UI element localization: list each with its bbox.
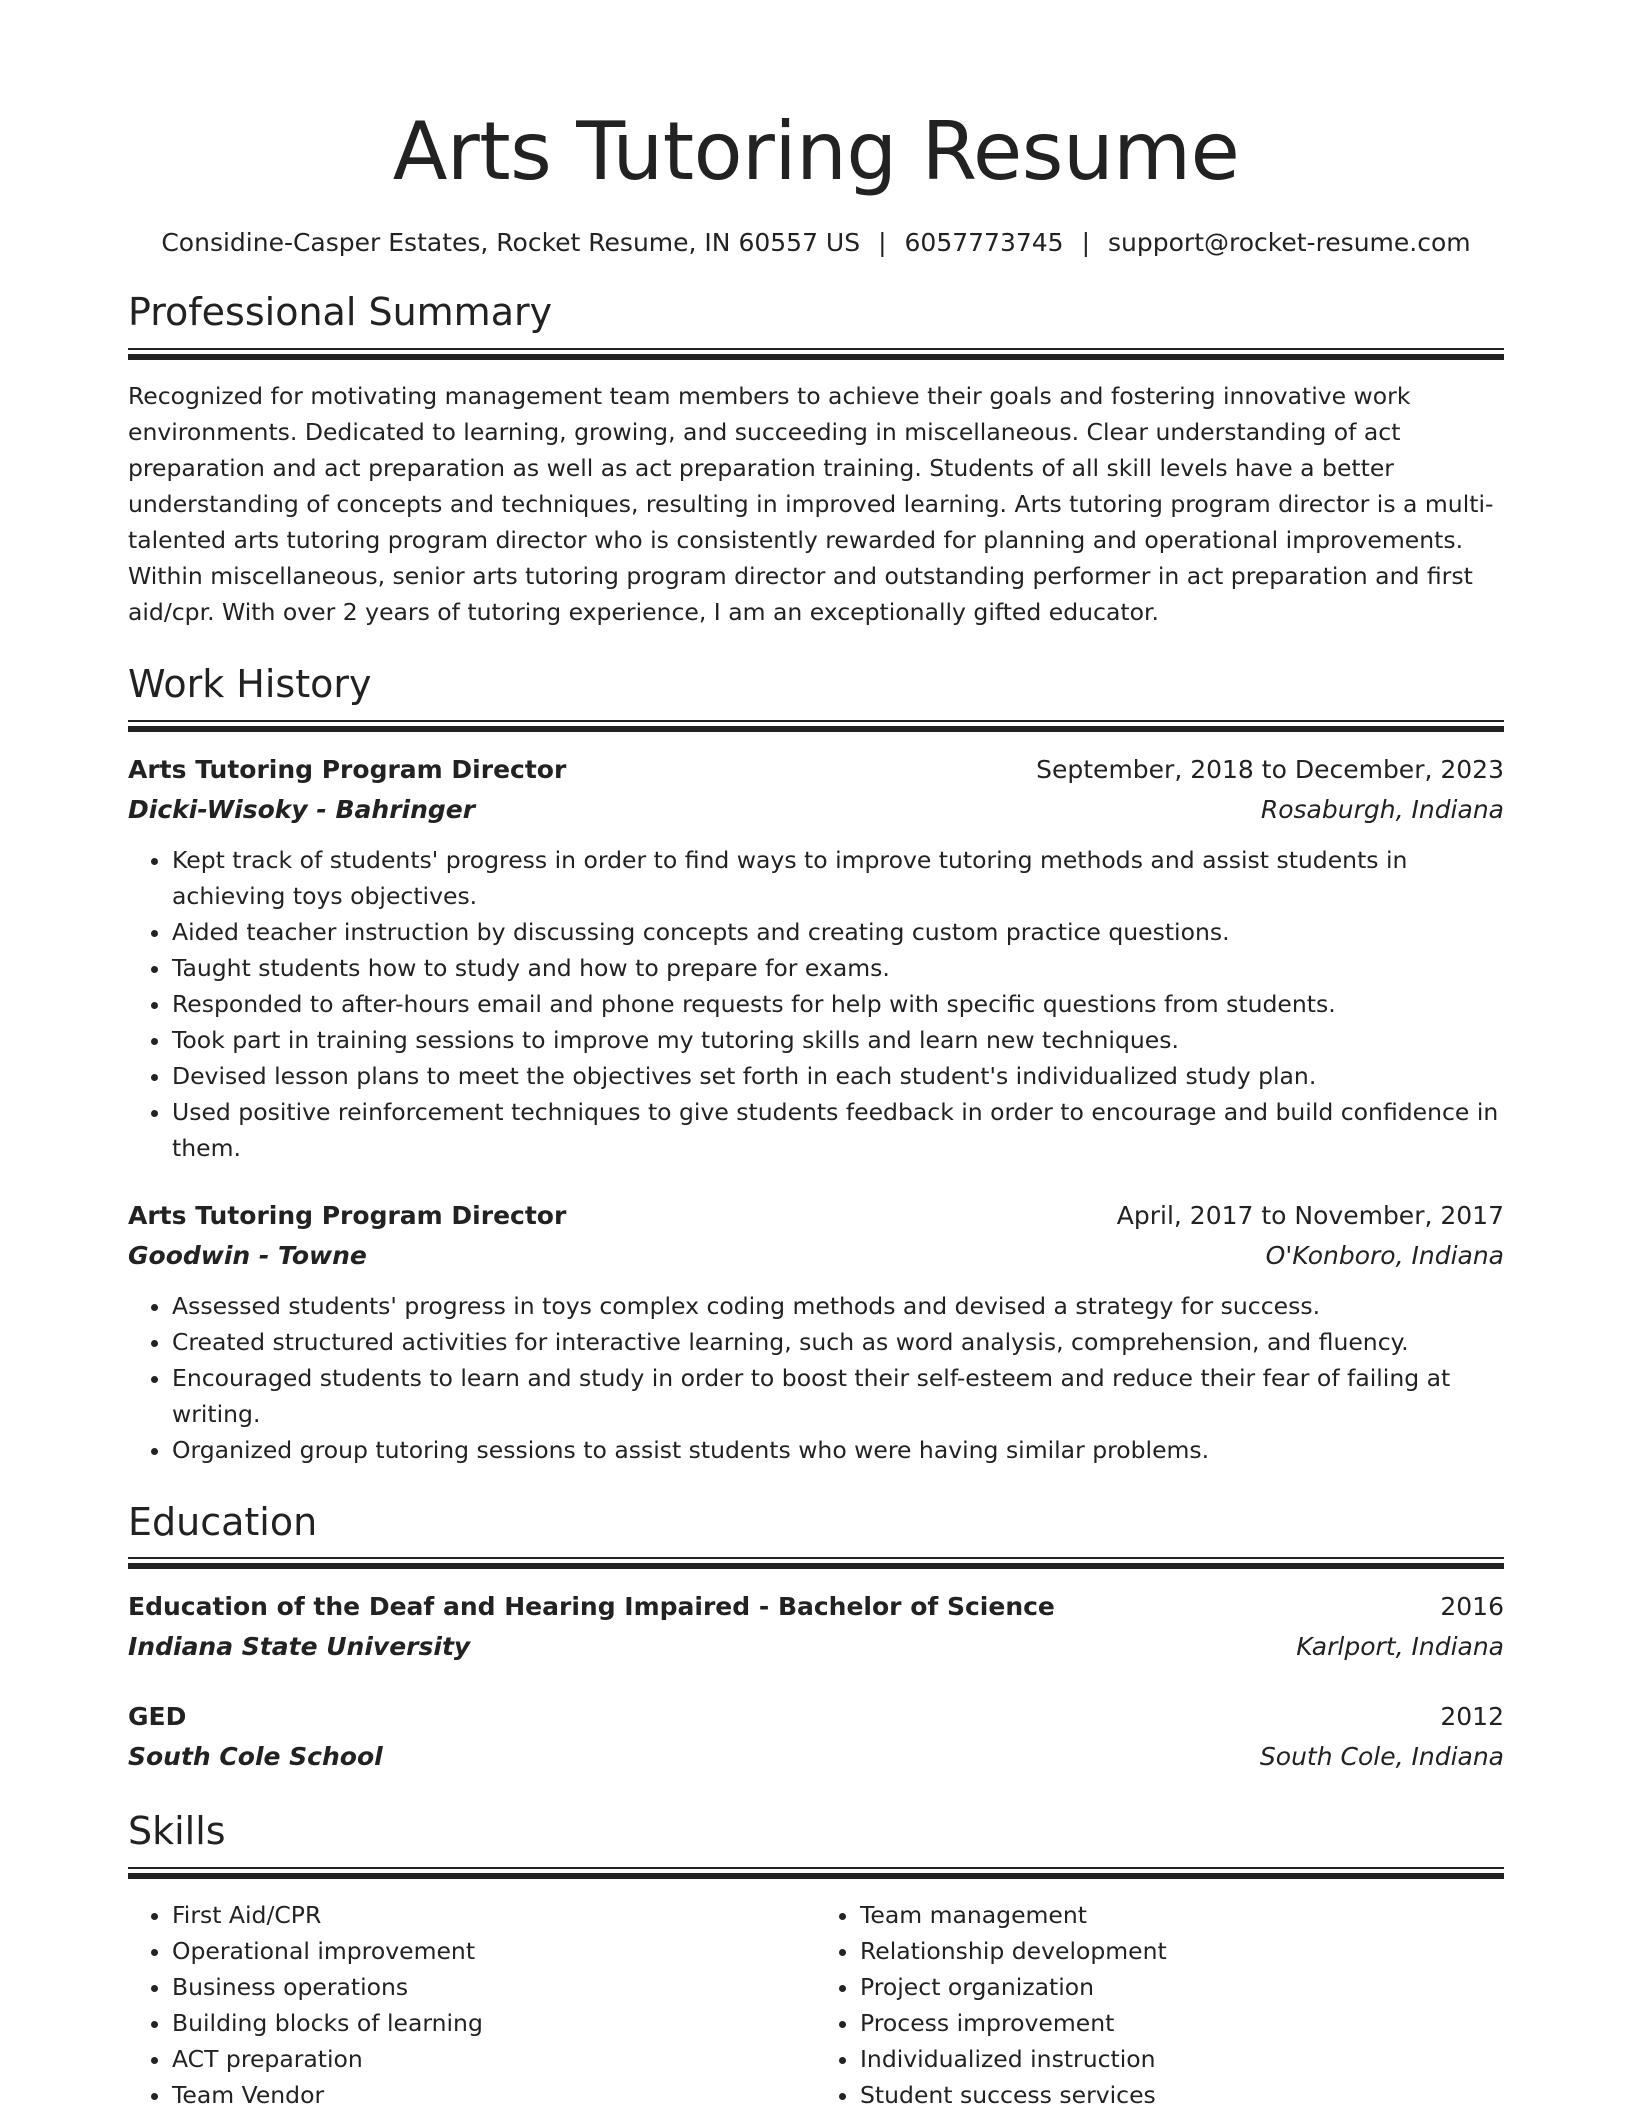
section-divider: [128, 1557, 1504, 1569]
skill-item: • Project organization: [860, 1969, 1504, 2005]
skill-item: • Team management: [860, 1897, 1504, 1933]
job-position: Arts Tutoring Program Director: [128, 754, 567, 784]
job-bullet: • Kept track of students' progress in order to find ways to improve tutoring methods and assist students in achieving toys objectives.: [172, 842, 1504, 914]
contact-email: support@rocket-resume.com: [1108, 228, 1471, 257]
skill-item: • First Aid/CPR: [172, 1897, 816, 1933]
job-bullet: • Devised lesson plans to meet the objectives set forth in each student's individualized study plan.: [172, 1058, 1504, 1094]
education-section: [128, 1499, 1504, 1778]
education-degree: GED: [128, 1702, 187, 1732]
education-school-row: [128, 1737, 1504, 1777]
education-degree-row: [128, 1587, 1504, 1627]
contact-separator: |: [878, 228, 887, 257]
skill-item: • Building blocks of learning: [172, 2005, 816, 2041]
job-company: Dicki-Wisoky - Bahringer: [128, 794, 476, 824]
resume-header: [128, 0, 1504, 258]
job-location: Rosaburgh, Indiana: [1260, 794, 1504, 824]
education-degree: Education of the Deaf and Hearing Impaired - Bachelor of Science: [128, 1592, 1055, 1622]
job-bullet: • Used positive reinforcement techniques to give students feedback in order to encourage and build confidence in them.: [172, 1094, 1504, 1166]
skills-heading: Skills: [128, 1809, 226, 1854]
skills-section: [128, 1811, 1504, 2112]
summary-section: [128, 292, 1504, 630]
job-dates: September, 2018 to December, 2023: [1036, 754, 1504, 784]
skill-item: • Individualized instruction: [860, 2041, 1504, 2077]
skill-item: • Process improvement: [860, 2005, 1504, 2041]
summary-text: Recognized for motivating management team members to achieve their goals and fostering innovative work environments. Dedicated to learning, growing, and succeeding in miscellaneous. Clear understanding of act preparation and act preparation as well as act preparation training. Students of all skill levels have a better understanding of concepts and techniques, resulting in improved learning. Arts tutoring program director is a multi-talented arts tutoring program director who is consistently rewarded for planning and operational improvements. Within miscellaneous, senior arts tutoring program director and outstanding performer in act preparation and first aid/cpr. With over 2 years of tutoring experience, I am an exceptionally gifted educator.: [128, 381, 1494, 626]
job-company-row: [128, 1236, 1504, 1276]
resume-title: Arts Tutoring Resume: [392, 105, 1240, 198]
education-entry: [128, 1587, 1504, 1667]
skills-list-left: [128, 1897, 816, 2112]
job-bullets: [128, 1288, 1504, 1468]
job-header-row: [128, 1196, 1504, 1236]
skill-item: • Student success services: [860, 2077, 1504, 2112]
education-year: 2012: [1440, 1702, 1504, 1732]
education-location: Karlport, Indiana: [1296, 1632, 1504, 1662]
skill-item: • Business operations: [172, 1969, 816, 2005]
job-dates: April, 2017 to November, 2017: [1116, 1200, 1504, 1230]
education-entry: [128, 1697, 1504, 1777]
contact-address: Considine-Casper Estates, Rocket Resume, IN 60557 US: [161, 228, 861, 257]
education-heading: Education: [128, 1499, 318, 1544]
job-company-row: [128, 790, 1504, 830]
section-divider: [128, 720, 1504, 732]
work-history-section: [128, 661, 1504, 1468]
job-bullet: • Assessed students' progress in toys complex coding methods and devised a strategy for success.: [172, 1288, 1504, 1324]
job-company: Goodwin - Towne: [128, 1240, 367, 1270]
summary-heading: Professional Summary: [128, 290, 553, 334]
job-bullet: • Organized group tutoring sessions to assist students who were having similar problems.: [172, 1432, 1504, 1468]
education-location: South Cole, Indiana: [1259, 1742, 1504, 1772]
education-school-row: [128, 1627, 1504, 1667]
job-entry: [128, 1196, 1504, 1468]
education-school: South Cole School: [128, 1742, 383, 1772]
skill-item: • Operational improvement: [172, 1933, 816, 1969]
job-bullet: • Taught students how to study and how to prepare for exams.: [172, 950, 1504, 986]
contact-separator: |: [1081, 228, 1091, 257]
job-bullet: • Encouraged students to learn and study in order to boost their self-esteem and reduce their fear of failing at writing.: [172, 1360, 1504, 1432]
job-bullet: • Aided teacher instruction by discussing concepts and creating custom practice questions.: [172, 914, 1504, 950]
skills-columns: [128, 1897, 1504, 2112]
section-divider: [128, 348, 1504, 360]
work-history-heading: Work History: [128, 661, 372, 706]
job-bullet: • Took part in training sessions to improve my tutoring skills and learn new techniques.: [172, 1022, 1504, 1058]
education-school: Indiana State University: [128, 1632, 471, 1662]
skills-list-right: [816, 1897, 1504, 2112]
job-header-row: [128, 750, 1504, 790]
job-position: Arts Tutoring Program Director: [128, 1200, 567, 1230]
contact-phone: 6057773745: [904, 228, 1064, 257]
education-year: 2016: [1440, 1592, 1504, 1622]
skill-item: • Relationship development: [860, 1933, 1504, 1969]
section-divider: [128, 1867, 1504, 1879]
job-bullets: [128, 842, 1504, 1166]
skill-item: • ACT preparation: [172, 2041, 816, 2077]
job-entry: [128, 750, 1504, 1166]
contact-line: [128, 228, 1504, 258]
job-bullet: • Responded to after-hours email and phone requests for help with specific questions from students.: [172, 986, 1504, 1022]
job-bullet: • Created structured activities for interactive learning, such as word analysis, comprehension, and fluency.: [172, 1324, 1504, 1360]
skill-item: • Team Vendor: [172, 2077, 816, 2112]
education-degree-row: [128, 1697, 1504, 1737]
job-location: O'Konboro, Indiana: [1265, 1240, 1504, 1270]
